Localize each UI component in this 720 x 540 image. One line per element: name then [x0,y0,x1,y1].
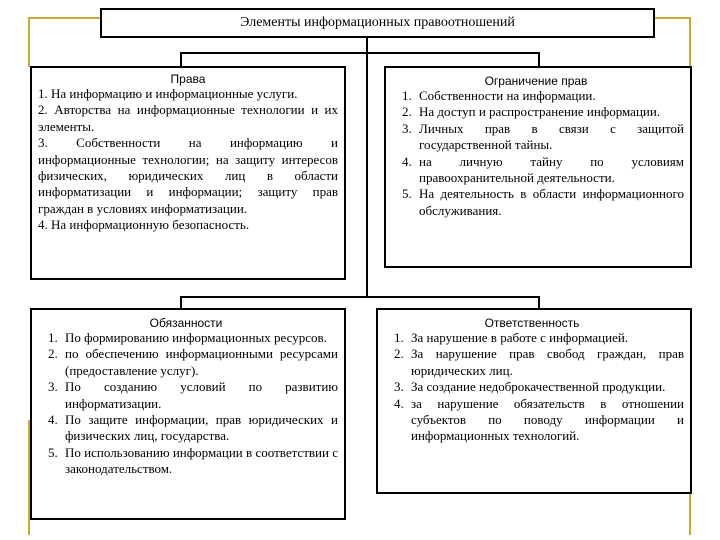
restrictions-heading: Ограничение прав [484,74,588,88]
restrictions-item: 5. На деятельность в области информационного обслуживания. [415,186,684,219]
restrictions-box [384,66,692,268]
duties-item: 1. По формированию информационных ресурсов. [61,330,338,346]
rights-box [30,66,346,280]
duties-heading: Обязанности [149,316,223,330]
responsibility-heading: Ответственность [484,316,580,330]
connector-trunk [366,38,368,298]
duties-list [34,330,338,478]
connector-top-right-drop [538,52,540,66]
responsibility-item: 2. За нарушение прав свобод граждан, прав юридических лиц. [407,346,684,379]
responsibility-item: 4. за нарушение обязательств в отношении субъектов по поводу информации и информационных технологий. [407,396,684,445]
duties-item: 2. по обеспечению информационными ресурсами (предоставление услуг). [61,346,338,379]
restrictions-list [388,88,684,219]
responsibility-item: 1. За нарушение в работе с информацией. [407,330,684,346]
restrictions-item: 3. Личных прав в связи с защитой государственной тайны. [415,121,684,154]
responsibility-item: 3. За создание недоброкачественной продукции. [407,379,684,395]
duties-box [30,308,346,520]
accent-line-right-vertical [689,17,691,67]
accent-line-left-vertical [28,17,30,67]
rights-item: 2. Авторства на информационные технологии и их элементы. [38,102,338,134]
restrictions-item: 4. на личную тайну по условиям правоохранительной деятельности. [415,154,684,187]
rights-item: 4. На информационную безопасность. [38,217,250,233]
responsibility-list [380,330,684,445]
diagram-title-box [100,8,655,38]
accent-line-left-horizontal [28,17,100,19]
restrictions-item: 1. Собственности на информации. [415,88,684,104]
connector-top-horizontal [180,52,540,54]
duties-item: 5. По использованию информации в соответствии с законодательством. [61,445,338,478]
accent-line-right-horizontal [655,17,691,19]
rights-heading: Права [170,72,206,86]
connector-bottom-right-drop [538,296,540,308]
duties-item: 3. По созданию условий по развитию информатизации. [61,379,338,412]
duties-item: 4. По защите информации, прав юридических и физических лиц, государства. [61,412,338,445]
responsibility-box [376,308,692,494]
rights-item: 3. Собственности на информацию и информационные технологии; на защиту интересов физических, юридических лиц в области информатизации и информации; защиту прав граждан в условиях информатизации. [38,135,338,216]
diagram-title: Элементы информационных правоотношений [240,15,515,30]
connector-top-left-drop [180,52,182,66]
connector-bottom-left-drop [180,296,182,308]
restrictions-item: 2. На доступ и распространение информации. [415,104,684,120]
rights-item: 1. На информацию и информационные услуги. [38,86,298,101]
connector-bottom-horizontal [180,296,540,298]
rights-list [38,86,338,234]
